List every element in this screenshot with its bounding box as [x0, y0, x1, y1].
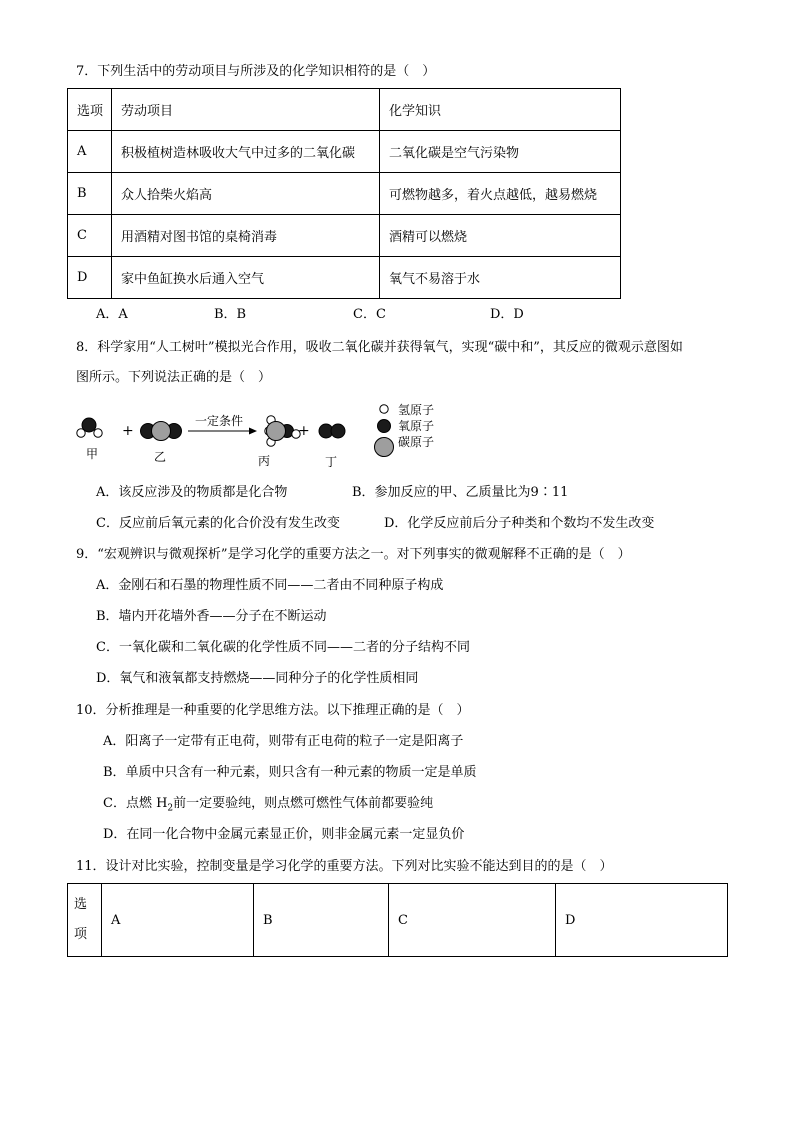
table-row — [68, 215, 621, 257]
table-header-row — [68, 89, 621, 131]
table-cell: C — [389, 884, 556, 957]
table-row — [68, 173, 621, 215]
table-cell: C — [68, 215, 112, 257]
q8-option-a: A．该反应涉及的物质都是化合物 — [96, 485, 288, 500]
plus-sign: + — [122, 423, 134, 439]
label-ding: 丁 — [325, 455, 338, 469]
q9-option-a: A．金刚石和石墨的物理性质不同——二者由不同种原子构成 — [96, 578, 444, 593]
table-cell: 二氧化碳是空气污染物 — [380, 131, 621, 173]
legend-carbon: 碳原子 — [398, 435, 435, 449]
q7-option-c: C．C — [353, 307, 386, 322]
q8-option-c: C．反应前后氧元素的化合价没有发生改变 — [96, 516, 340, 531]
table-cell: D — [556, 884, 728, 957]
q11-stem: 11．设计对比实验，控制变量是学习化学的重要方法。下列对比实验不能达到目的的是（ ） — [76, 859, 613, 874]
table-row — [68, 257, 621, 299]
table-header-cell: 劳动项目 — [112, 89, 380, 131]
table-cell: 用酒精对图书馆的桌椅消毒 — [112, 215, 380, 257]
table-cell: 酒精可以燃烧 — [380, 215, 621, 257]
q7-option-b: B．B — [214, 307, 247, 322]
q9-option-c: C．一氧化碳和二氧化碳的化学性质不同——二者的分子结构不同 — [96, 640, 470, 655]
q8-option-d: D．化学反应前后分子种类和个数均不发生改变 — [384, 516, 655, 531]
q10-option-c — [103, 795, 433, 818]
q7-option-a: A．A — [96, 307, 128, 322]
q7-stem: 7．下列生活中的劳动项目与所涉及的化学知识相符的是（ ） — [76, 64, 436, 79]
table-header-cell: 化学知识 — [380, 89, 621, 131]
q9-stem: 9．“宏观辨识与微观探析”是学习化学的重要方法之一。对下列事实的微观解释不正确的是（ ） — [76, 547, 631, 562]
header-line: 选 — [74, 897, 88, 912]
table-cell: 积极植树造林吸收大气中过多的二氧化碳 — [112, 131, 380, 173]
q7-table — [67, 88, 621, 299]
q10-stem: 10．分析推理是一种重要的化学思维方法。以下推理正确的是（ ） — [76, 703, 470, 718]
q10-option-c-prefix: C．点燃 H — [103, 796, 168, 811]
label-jia: 甲 — [86, 447, 99, 461]
table-cell: 家中鱼缸换水后通入空气 — [112, 257, 380, 299]
table-cell: A — [68, 131, 112, 173]
q9-option-d: D．氧气和液氧都支持燃烧——同种分子的化学性质相同 — [96, 671, 419, 686]
table-cell: D — [68, 257, 112, 299]
q9-option-b: B．墙内开花墙外香——分子在不断运动 — [96, 609, 327, 624]
legend — [375, 403, 435, 457]
table-row — [68, 884, 728, 957]
q10-option-a: A．阳离子一定带有正电荷，则带有正电荷的粒子一定是阳离子 — [103, 734, 464, 749]
reaction-condition: 一定条件 — [195, 414, 244, 428]
arrow-head — [249, 428, 257, 435]
legend-oxygen: 氧原子 — [398, 419, 435, 433]
table-cell: 可燃物越多，着火点越低，越易燃烧 — [380, 173, 621, 215]
q10-option-c-subscript: 2 — [167, 803, 174, 814]
q7-option-d: D．D — [490, 307, 524, 322]
q8-option-b: B．参加反应的甲、乙质量比为9∶11 — [352, 485, 569, 500]
table-cell: 众人拾柴火焰高 — [112, 173, 380, 215]
molecule-ding — [319, 424, 345, 438]
table-cell: 氧气不易溶于水 — [380, 257, 621, 299]
q8-stem-line2: 图所示。下列说法正确的是（ ） — [76, 370, 272, 385]
label-bing: 丙 — [258, 454, 271, 468]
table-row — [68, 131, 621, 173]
q11-table — [67, 883, 728, 957]
q8-stem-line1: 8．科学家用“人工树叶”模拟光合作用，吸收二氧化碳并获得氧气，实现“碳中和”，其反应的微观示意图如 — [76, 340, 683, 355]
table-cell: A — [102, 884, 254, 957]
table-header-cell: 选项 — [68, 89, 112, 131]
q10-option-c-suffix: 前一定要验纯，则点燃可燃性气体前都要验纯 — [173, 796, 434, 811]
table-header-cell — [68, 884, 102, 957]
molecule-jia — [77, 418, 102, 437]
molecule-bing — [265, 416, 300, 446]
plus-sign: + — [298, 423, 310, 439]
q10-option-d: D．在同一化合物中金属元素显正价，则非金属元素一定显负价 — [103, 827, 465, 842]
molecule-yi — [141, 422, 182, 441]
header-line: 项 — [74, 927, 88, 942]
legend-hydrogen: 氢原子 — [398, 403, 435, 417]
label-yi: 乙 — [154, 450, 167, 464]
reaction-diagram — [68, 398, 468, 474]
table-cell: B — [68, 173, 112, 215]
table-cell: B — [254, 884, 389, 957]
q10-option-b: B．单质中只含有一种元素，则只含有一种元素的物质一定是单质 — [103, 765, 477, 780]
